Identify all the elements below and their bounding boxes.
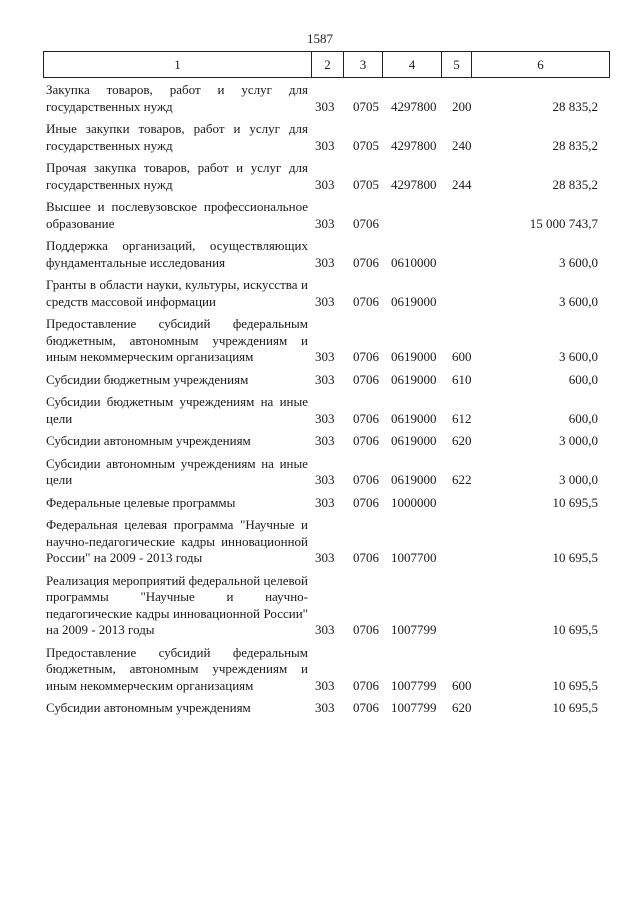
row-ministry-code: 303 <box>315 472 335 487</box>
row-expense-type: 240 <box>452 137 472 153</box>
row-ministry-code: 303 <box>315 371 335 387</box>
row-section-code: 0706 <box>353 550 379 565</box>
row-ministry-code: 303 <box>315 176 335 192</box>
row-expense-type: 612 <box>452 410 472 426</box>
row-section-code: 0706 <box>353 700 379 715</box>
row-amount: 3 600,0 <box>559 254 598 270</box>
row-amount: 28 835,2 <box>552 98 598 114</box>
row-section-code: 0706 <box>353 433 379 448</box>
row-expense-type: 600 <box>452 677 472 693</box>
row-section-code: 0706 <box>353 677 379 693</box>
row-amount: 10 695,5 <box>552 700 598 715</box>
row-target-code: 1007799 <box>391 700 437 715</box>
header-col-2: 2 <box>312 52 344 77</box>
table-row <box>0 700 640 717</box>
row-ministry-code: 303 <box>315 98 335 114</box>
row-name: Закупка товаров, работ и услуг для государственных нужд <box>46 82 308 114</box>
row-name: Гранты в области науки, культуры, искусства и средств массовой информации <box>46 277 308 309</box>
table-row <box>0 517 640 567</box>
row-name: Субсидии бюджетным учреждениям на иные цели <box>46 394 308 426</box>
row-section-code: 0706 <box>353 371 379 387</box>
row-amount: 15 000 743,7 <box>529 215 598 231</box>
table-row <box>0 316 640 366</box>
table-row <box>0 645 640 695</box>
row-section-code: 0706 <box>353 293 379 309</box>
row-name: Реализация мероприятий федеральной целевой программы "Научные и научно-педагогические кадры инновационной России" на 2009 - 2013 годы <box>46 572 308 637</box>
row-amount: 10 695,5 <box>552 622 598 637</box>
row-name: Предоставление субсидий федеральным бюджетным, автономным учреждениям и иным некоммерческим организациям <box>46 644 308 693</box>
row-ministry-code: 303 <box>315 677 335 693</box>
row-name: Федеральная целевая программа "Научные и научно-педагогические кадры инновационной России" на 2009 - 2013 годы <box>46 517 308 565</box>
row-target-code: 1000000 <box>391 494 437 510</box>
table-row <box>0 199 640 232</box>
row-ministry-code: 303 <box>315 215 335 231</box>
row-name: Иные закупки товаров, работ и услуг для государственных нужд <box>46 121 308 153</box>
table-row <box>0 160 640 193</box>
row-amount: 28 835,2 <box>552 176 598 192</box>
row-ministry-code: 303 <box>315 550 335 565</box>
row-ministry-code: 303 <box>315 700 335 715</box>
row-section-code: 0706 <box>353 472 379 487</box>
table-row <box>0 456 640 489</box>
row-target-code: 1007799 <box>391 622 437 637</box>
row-amount: 600,0 <box>568 410 598 426</box>
table-header <box>43 51 610 78</box>
row-ministry-code: 303 <box>315 349 335 364</box>
row-name: Федеральные целевые программы <box>46 494 236 510</box>
header-col-6: 6 <box>537 56 544 72</box>
row-name: Поддержка организаций, осуществляющих фундаментальные исследования <box>46 238 308 270</box>
page-number: 1587 <box>307 31 333 46</box>
row-amount: 3 600,0 <box>559 349 598 364</box>
row-section-code: 0705 <box>353 98 379 114</box>
row-name: Субсидии автономным учреждениям <box>46 700 251 715</box>
row-section-code: 0705 <box>353 137 379 153</box>
table-row <box>0 433 640 450</box>
row-section-code: 0706 <box>353 254 379 270</box>
row-ministry-code: 303 <box>315 622 335 637</box>
header-col-1: 1 <box>44 52 312 77</box>
row-target-code: 1007700 <box>391 550 437 565</box>
row-ministry-code: 303 <box>315 494 335 510</box>
table-body <box>0 82 640 723</box>
row-expense-type: 244 <box>452 176 472 192</box>
row-section-code: 0706 <box>353 410 379 426</box>
row-section-code: 0706 <box>353 622 379 637</box>
row-target-code: 4297800 <box>391 98 437 114</box>
row-section-code: 0705 <box>353 176 379 192</box>
table-row <box>0 372 640 389</box>
header-col-3: 3 <box>344 52 383 77</box>
row-ministry-code: 303 <box>315 410 335 426</box>
table-row <box>0 238 640 271</box>
row-amount: 10 695,5 <box>552 494 598 510</box>
row-expense-type: 610 <box>452 371 472 387</box>
row-target-code: 0619000 <box>391 371 437 387</box>
row-section-code: 0706 <box>353 215 379 231</box>
row-target-code: 1007799 <box>391 677 437 693</box>
row-target-code: 0619000 <box>391 410 437 426</box>
row-target-code: 4297800 <box>391 176 437 192</box>
table-row <box>0 277 640 310</box>
row-expense-type: 600 <box>452 349 472 364</box>
row-expense-type: 620 <box>452 433 472 448</box>
row-amount: 3 000,0 <box>559 433 598 448</box>
row-amount: 10 695,5 <box>552 677 598 693</box>
row-name: Субсидии автономным учреждениям <box>46 433 251 448</box>
row-name: Субсидии автономным учреждениям на иные цели <box>46 455 308 487</box>
row-name: Прочая закупка товаров, работ и услуг для государственных нужд <box>46 160 308 192</box>
row-ministry-code: 303 <box>315 293 335 309</box>
row-name: Субсидии бюджетным учреждениям <box>46 371 249 387</box>
table-row <box>0 495 640 512</box>
row-ministry-code: 303 <box>315 433 335 448</box>
row-target-code: 0619000 <box>391 293 437 309</box>
row-amount: 28 835,2 <box>552 137 598 153</box>
row-section-code: 0706 <box>353 349 379 364</box>
header-col-4: 4 <box>383 52 442 77</box>
row-expense-type: 620 <box>452 700 472 715</box>
row-name: Высшее и послевузовское профессиональное образование <box>46 199 308 231</box>
table-row <box>0 394 640 427</box>
row-section-code: 0706 <box>353 494 379 510</box>
row-ministry-code: 303 <box>315 254 335 270</box>
row-expense-type: 622 <box>452 472 472 487</box>
row-amount: 600,0 <box>568 371 598 387</box>
table-row <box>0 573 640 639</box>
row-amount: 3 000,0 <box>559 472 598 487</box>
row-expense-type: 200 <box>452 98 472 114</box>
table-row <box>0 121 640 154</box>
row-target-code: 0619000 <box>391 472 437 487</box>
row-amount: 10 695,5 <box>552 550 598 565</box>
row-target-code: 0619000 <box>391 349 437 364</box>
row-name: Предоставление субсидий федеральным бюджетным, автономным учреждениям и иным некоммерческим организациям <box>46 316 308 364</box>
row-target-code: 0610000 <box>391 254 437 270</box>
row-amount: 3 600,0 <box>559 293 598 309</box>
table-row <box>0 82 640 115</box>
row-target-code: 0619000 <box>391 433 437 448</box>
row-target-code: 4297800 <box>391 137 437 153</box>
row-ministry-code: 303 <box>315 137 335 153</box>
header-col-5: 5 <box>442 52 472 77</box>
